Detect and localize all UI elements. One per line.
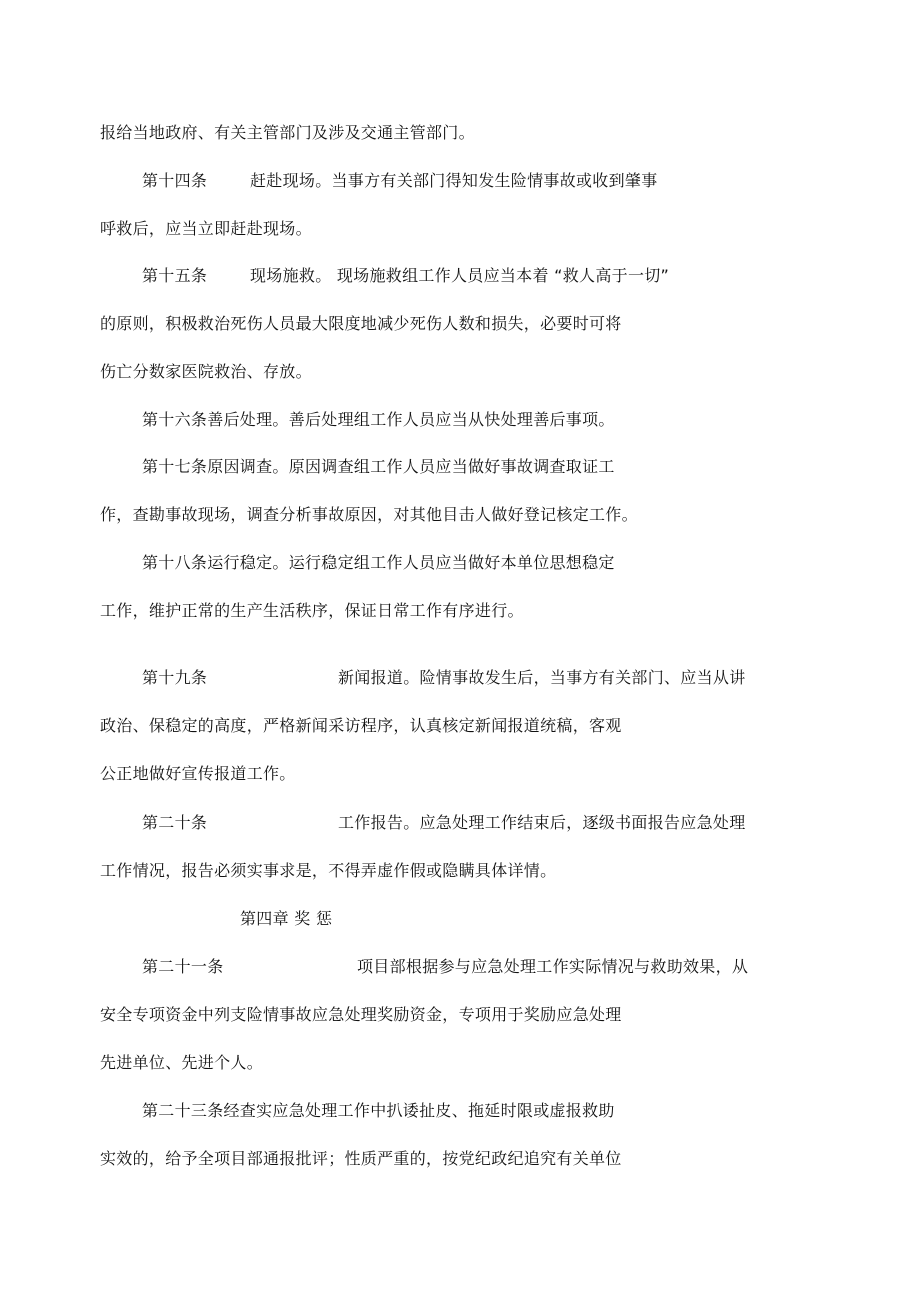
text-line: 第十八条运行稳定。运行稳定组工作人员应当做好本单位思想稳定 xyxy=(142,553,615,572)
text-line: 作，查勘事故现场，调查分析事故原因，对其他目击人做好登记核定工作。 xyxy=(100,505,638,524)
text-line: 项目部根据参与应急处理工作实际情况与救助效果，从 xyxy=(357,957,749,976)
text-line: 第十七条原因调查。原因调查组工作人员应当做好事故调查取证工 xyxy=(142,457,615,476)
text-line: 第十六条善后处理。善后处理组工作人员应当从快处理善后事项。 xyxy=(142,410,615,429)
text-line: 报给当地政府、有关主管部门及涉及交通主管部门。 xyxy=(100,123,475,142)
text-line: 工作报告。应急处理工作结束后，逐级书面报告应急处理 xyxy=(338,813,746,832)
text-line: 新闻报道。险情事故发生后，当事方有关部门、应当从讲 xyxy=(338,668,746,687)
text-line: 赶赴现场。当事方有关部门得知发生险情事故或收到肇事 xyxy=(250,171,658,190)
text-line: 先进单位、先进个人。 xyxy=(100,1053,264,1072)
text-line: 安全专项资金中列支险情事故应急处理奖励资金，专项用于奖励应急处理 xyxy=(100,1005,622,1024)
text-line: 伤亡分数家医院救治、存放。 xyxy=(100,362,312,381)
text-line: 实效的，给予全项目部通报批评；性质严重的，按党纪政纪追究有关单位 xyxy=(100,1149,622,1168)
article-number: 第二十一条 xyxy=(142,957,224,976)
chapter-heading: 第四章 奖 惩 xyxy=(240,909,333,928)
text-line: 政治、保稳定的高度，严格新闻采访程序，认真核定新闻报道统稿，客观 xyxy=(100,716,622,735)
text-line: 现场施救。 现场施救组工作人员应当本着 “救人高于一切” xyxy=(250,266,670,285)
text-line: 工作，维护正常的生产生活秩序，保证日常工作有序进行。 xyxy=(100,601,524,620)
text-line: 呼救后，应当立即赶赴现场。 xyxy=(100,219,312,238)
article-number: 第十五条 xyxy=(142,266,208,285)
article-number: 第十四条 xyxy=(142,171,208,190)
article-number: 第十九条 xyxy=(142,668,208,687)
text-line: 工作情况，报告必须实事求是，不得弄虚作假或隐瞒具体详情。 xyxy=(100,861,557,880)
text-line: 的原则，积极救治死伤人员最大限度地减少死伤人数和损失，必要时可将 xyxy=(100,314,622,333)
text-line: 公正地做好宣传报道工作。 xyxy=(100,764,296,783)
text-line: 第二十三条经查实应急处理工作中扒诿扯皮、拖延时限或虚报救助 xyxy=(142,1101,615,1120)
article-number: 第二十条 xyxy=(142,813,208,832)
